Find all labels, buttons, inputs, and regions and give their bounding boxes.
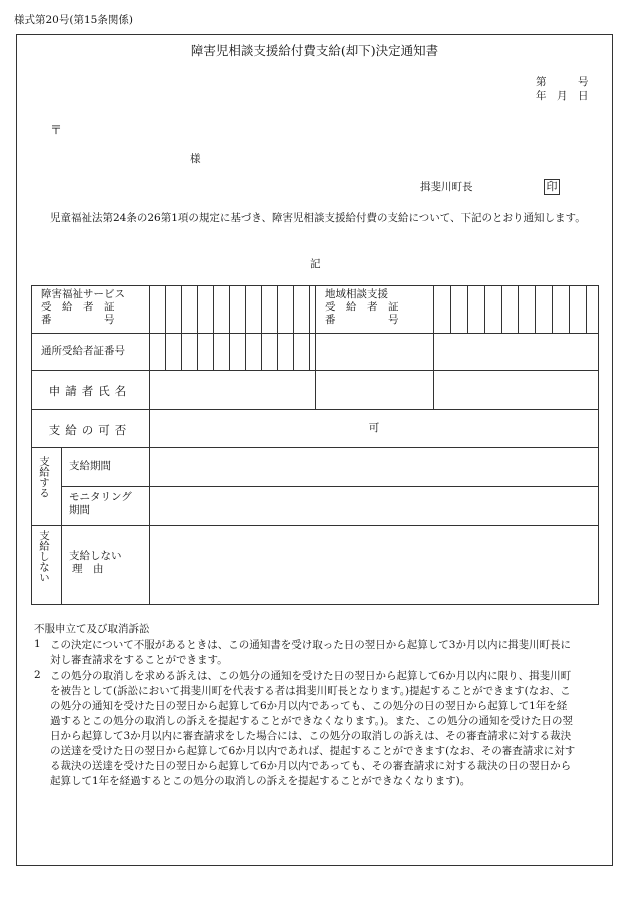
appeal-item2-text: この処分の取消しを求める訴えは、この処分の通知を受けた日の翌日から起算して6か月以内に限り、揖斐川町を被告として(訴訟において揖斐川町を代表する者は揖斐川町長となります。)提起することができます(なお、この処分の通知を受けた日の翌日から起算して6か月以内であっても、この処分の日の翌日から起算して1年を経過するとこの処分の取消しの訴えを提起することができなくなります。)。また、この処分の通知を受けた日の翌日から起算して3か月以内に審査請求をした場合には、この処分の取消しの訴えは、その審査請求に対する裁決の送達を受けた日の翌日から起算して6か月以内であれば、提起することができます(なお、その審査請求に対する裁決の送達を受けた日の翌日から起算して6か月以内であっても、その審査請求に対する裁決の日の翌日から起算して1年を経過するとこの処分の取消しの訴えを提起することができなくなります)。 xyxy=(50,670,576,787)
document-title: 障害児相談支援給付費支給(却下)決定通知書 xyxy=(190,43,439,58)
appeal-item1-number: 1 xyxy=(34,638,41,650)
tsusho-cert-label: 通所受給者証番号 xyxy=(41,345,125,357)
decision-table xyxy=(31,285,599,605)
approval-value: 可 xyxy=(368,422,380,434)
reason-label: 支給しない 理 由 xyxy=(69,550,122,575)
document-date: 年 月 日 xyxy=(536,90,589,102)
service-cert-label: 障害福祉サービス 受 給 者 証 番 号 xyxy=(41,288,125,326)
applicant-label: 申請者氏名 xyxy=(48,384,132,398)
issuer-name: 揖斐川町長 xyxy=(420,181,473,193)
seal-mark: 印 xyxy=(544,179,560,195)
postal-mark: 〒 xyxy=(50,123,63,137)
period-label: 支給期間 xyxy=(69,460,111,472)
intro-paragraph: 児童福祉法第24条の26第1項の規定に基づき、障害児相談支援給付費の支給について、下記のとおり通知します。 xyxy=(50,212,586,224)
appeal-item2-number: 2 xyxy=(34,669,41,681)
regional-cert-label: 地域相談支援 受 給 者 証 番 号 xyxy=(325,288,399,326)
addressee-suffix: 様 xyxy=(190,153,201,165)
appeal-heading: 不服申立て及び取消訴訟 xyxy=(34,623,150,635)
nogrant-group-label: 支給しない xyxy=(38,530,50,583)
ki-mark: 記 xyxy=(310,258,321,270)
document-number: 第 号 xyxy=(536,76,589,88)
form-number-label: 様式第20号(第15条関係) xyxy=(14,14,133,26)
grant-group-label: 支給する xyxy=(38,456,50,498)
monitoring-label: モニタリング 期間 xyxy=(69,491,132,516)
appeal-item1-text: この決定について不服があるときは、この通知書を受け取った日の翌日から起算して3か月以内に揖斐川町長に対し審査請求をすることができます。 xyxy=(50,639,571,666)
approval-label: 支給の可否 xyxy=(48,423,132,437)
